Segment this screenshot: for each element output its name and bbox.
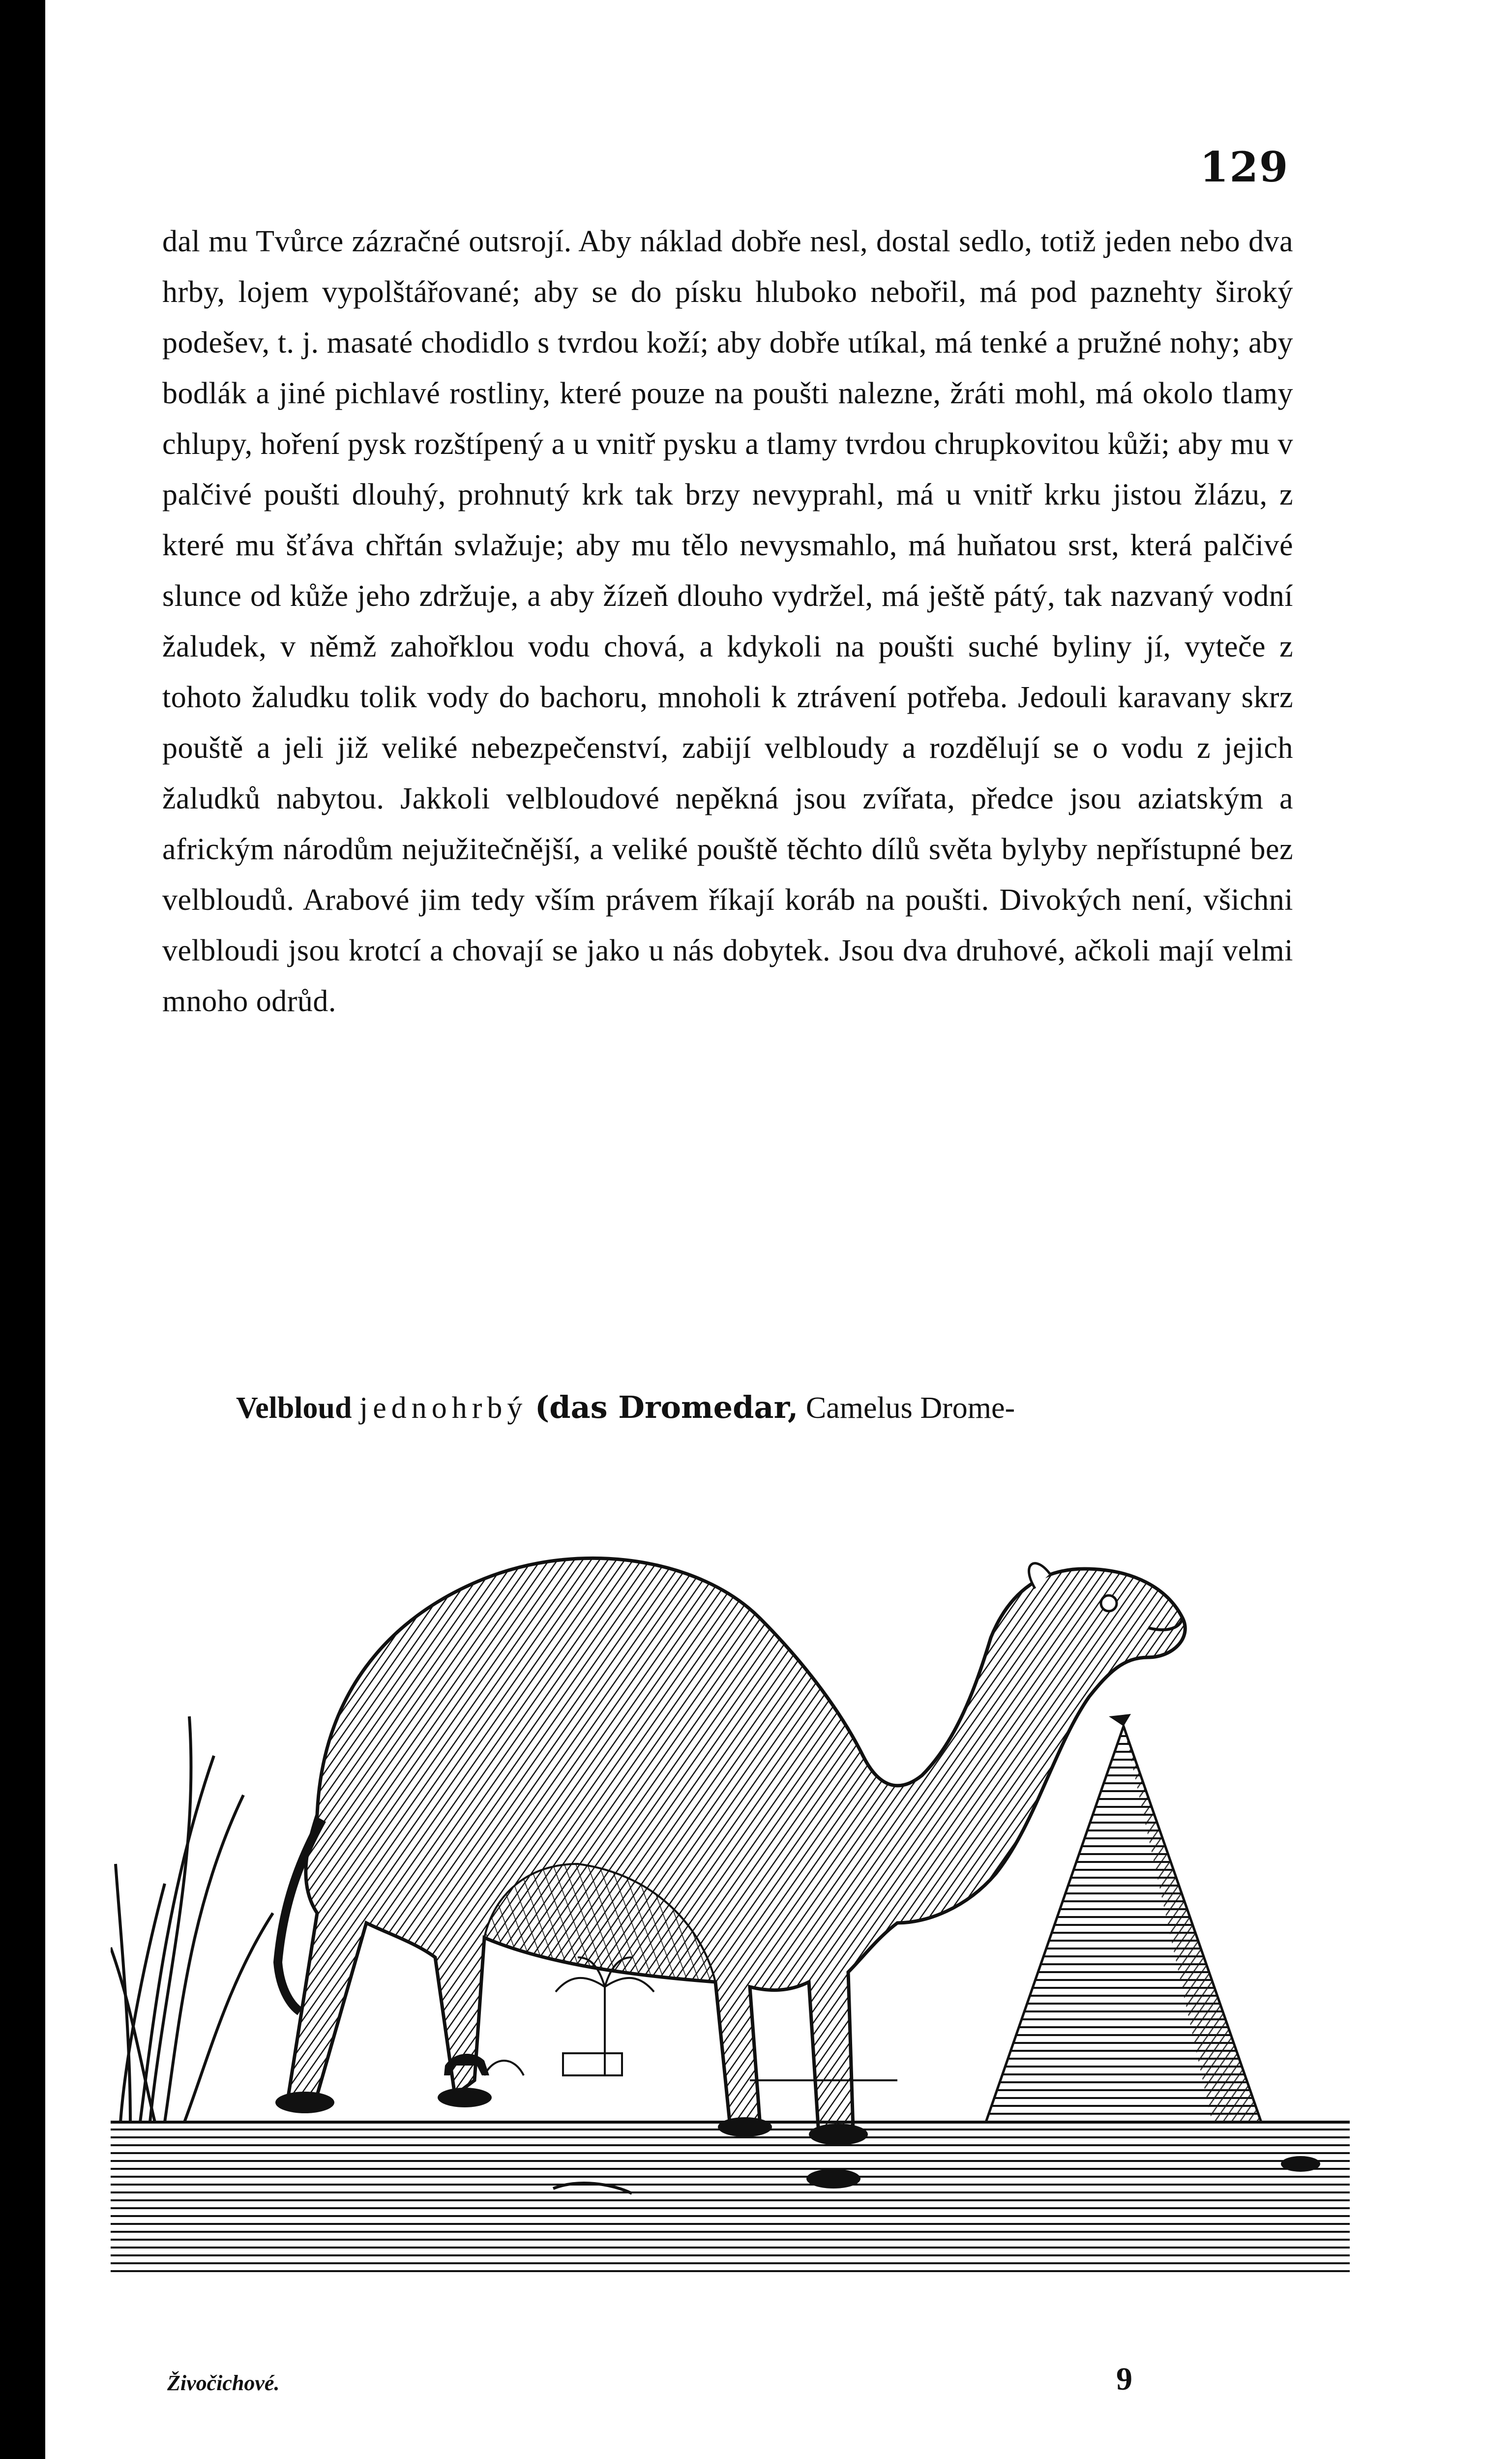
- german-name: (das Dromedar,: [534, 1389, 799, 1425]
- latin-name: Camelus Drome-: [805, 1391, 1015, 1425]
- main-paragraph: dal mu Tvůrce zázračné outsrojí. Aby náklad dobře nesl, dostal sedlo, totiž jeden nebo dva hrby, lojem vypolštářované; aby se do písku hluboko nebořil, má pod paznehty široký podešev, t. j. masaté chodidlo s tvrdou koží; aby dobře utíkal, má tenké a pružné nohy; aby bodlák a jiné pichlavé rostliny, které pouze na poušti nalezne, žráti mohl, má okolo tlamy chlupy, hoření pysk rozštípený a u vnitř pysku a tlamy tvrdou chrupkovitou kůži; aby mu v palčivé poušti dlouhý, prohnutý krk tak brzy nevyprahl, má u vnitř krku jistou žlázu, z které mu šťáva chřtán svlažuje; aby mu tělo nevysmahlo, má huňatou srst, která palčivé slunce od kůže jeho zdržuje, a aby žízeň dlouho vydržel, má ještě pátý, tak nazvaný vodní žaludek, v němž zahořklou vodu chová, a kdykoli na poušti suché byliny jí, vyteče z tohoto žaludku tolik vody do bachoru, mnoholi k ztrávení potřeba. Jedouli karavany skrz pouště a jeli již veliké nebezpečenství, zabijí velbloudy a rozdělují se o vodu z jejich žaludků nabytou. Jakkoli velbloudové nepěkná jsou zvířata, předce jsou aziatským a africkým národům nejužitečnější, a veliké pouště těchto dílů světa bylyby nepřístupné bez velbloudů. Arabové jim tedy vším právem říkají koráb na poušti. Divokých není, všichni velbloudi jsou krotcí a chovají se jako u nás dobytek. Jsou dva druhové, ačkoli mají velmi mnoho odrůd.: [162, 225, 1293, 1018]
- species-heading: [162, 1382, 1293, 1434]
- palm-tree: [111, 1716, 273, 2122]
- footer-signature: Živočichové.: [167, 2371, 280, 2395]
- page-number: 129: [1200, 143, 1289, 191]
- species-name: Velbloud: [236, 1391, 352, 1425]
- ground-hatching: [111, 2125, 1350, 2272]
- scan-margin-bar: [0, 0, 45, 2459]
- camel-engraving: [111, 1441, 1350, 2292]
- body-text: [162, 216, 1293, 1027]
- species-epithet: jednohrbý: [359, 1391, 528, 1425]
- sheet-number: 9: [1116, 2361, 1132, 2397]
